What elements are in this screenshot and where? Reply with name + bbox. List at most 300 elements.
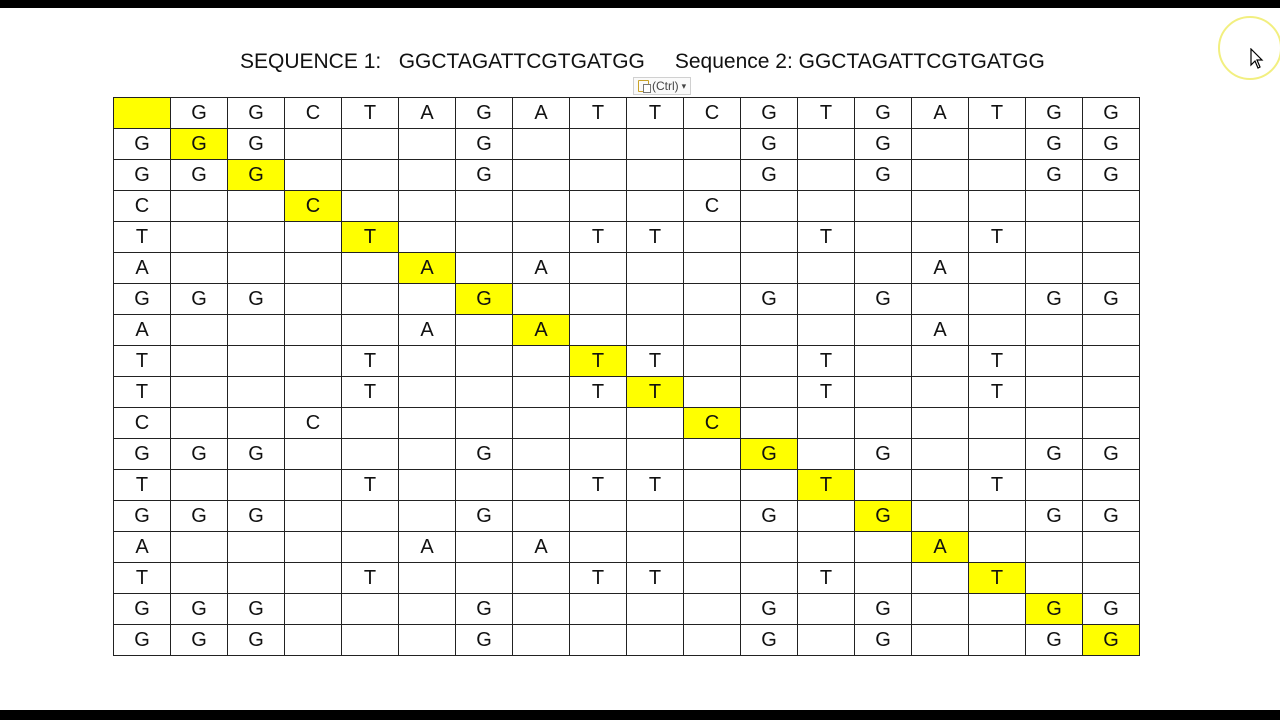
match-cell[interactable]: G xyxy=(1026,594,1083,625)
match-cell[interactable] xyxy=(228,563,285,594)
match-cell[interactable] xyxy=(798,129,855,160)
match-cell[interactable] xyxy=(684,594,741,625)
match-cell[interactable] xyxy=(855,191,912,222)
match-cell[interactable] xyxy=(399,470,456,501)
match-cell[interactable] xyxy=(399,191,456,222)
match-cell[interactable] xyxy=(285,594,342,625)
match-cell[interactable] xyxy=(684,625,741,656)
match-cell[interactable] xyxy=(627,625,684,656)
row-header-cell[interactable]: T xyxy=(114,377,171,408)
match-cell[interactable] xyxy=(1026,470,1083,501)
match-cell[interactable]: T xyxy=(798,377,855,408)
match-cell[interactable]: T xyxy=(969,377,1026,408)
match-cell[interactable] xyxy=(1083,346,1140,377)
match-cell[interactable] xyxy=(456,377,513,408)
match-cell[interactable] xyxy=(1026,532,1083,563)
column-header-cell[interactable]: A xyxy=(399,98,456,129)
match-cell[interactable]: C xyxy=(684,191,741,222)
match-cell[interactable] xyxy=(627,594,684,625)
match-cell[interactable] xyxy=(513,129,570,160)
match-cell[interactable] xyxy=(342,594,399,625)
match-cell[interactable]: G xyxy=(228,594,285,625)
column-header-cell[interactable]: G xyxy=(1026,98,1083,129)
match-cell[interactable] xyxy=(285,129,342,160)
match-cell[interactable]: G xyxy=(1026,439,1083,470)
match-cell[interactable]: A xyxy=(513,315,570,346)
match-cell[interactable] xyxy=(171,563,228,594)
match-cell[interactable] xyxy=(285,160,342,191)
match-cell[interactable] xyxy=(912,439,969,470)
match-cell[interactable] xyxy=(1083,377,1140,408)
match-cell[interactable] xyxy=(456,191,513,222)
match-cell[interactable]: C xyxy=(285,408,342,439)
match-cell[interactable]: G xyxy=(1026,160,1083,191)
match-cell[interactable] xyxy=(798,253,855,284)
match-cell[interactable]: G xyxy=(456,160,513,191)
match-cell[interactable]: T xyxy=(969,346,1026,377)
match-cell[interactable]: C xyxy=(285,191,342,222)
match-cell[interactable] xyxy=(684,501,741,532)
match-cell[interactable] xyxy=(285,222,342,253)
match-cell[interactable]: C xyxy=(684,408,741,439)
match-cell[interactable] xyxy=(228,377,285,408)
match-cell[interactable] xyxy=(855,563,912,594)
match-cell[interactable] xyxy=(342,532,399,563)
match-cell[interactable] xyxy=(1026,408,1083,439)
match-cell[interactable] xyxy=(285,625,342,656)
row-header-cell[interactable]: A xyxy=(114,532,171,563)
match-cell[interactable] xyxy=(570,315,627,346)
row-header-cell[interactable]: T xyxy=(114,346,171,377)
match-cell[interactable] xyxy=(171,253,228,284)
match-cell[interactable]: G xyxy=(741,129,798,160)
match-cell[interactable] xyxy=(285,284,342,315)
match-cell[interactable] xyxy=(1083,253,1140,284)
match-cell[interactable] xyxy=(1083,470,1140,501)
row-header-cell[interactable]: G xyxy=(114,439,171,470)
match-cell[interactable] xyxy=(912,501,969,532)
match-cell[interactable] xyxy=(228,470,285,501)
match-cell[interactable] xyxy=(513,377,570,408)
match-cell[interactable]: T xyxy=(342,563,399,594)
match-cell[interactable] xyxy=(855,346,912,377)
match-cell[interactable]: A xyxy=(912,315,969,346)
match-cell[interactable]: G xyxy=(228,439,285,470)
match-cell[interactable] xyxy=(570,253,627,284)
match-cell[interactable] xyxy=(684,315,741,346)
match-cell[interactable] xyxy=(570,439,627,470)
row-header-cell[interactable]: A xyxy=(114,253,171,284)
match-cell[interactable] xyxy=(342,625,399,656)
match-cell[interactable]: T xyxy=(570,563,627,594)
match-cell[interactable] xyxy=(969,439,1026,470)
match-cell[interactable] xyxy=(969,625,1026,656)
match-cell[interactable]: G xyxy=(171,284,228,315)
match-cell[interactable]: G xyxy=(456,129,513,160)
row-header-cell[interactable]: G xyxy=(114,129,171,160)
column-header-cell[interactable]: C xyxy=(285,98,342,129)
row-header-cell[interactable]: C xyxy=(114,408,171,439)
match-cell[interactable] xyxy=(171,377,228,408)
match-cell[interactable]: G xyxy=(741,501,798,532)
match-cell[interactable]: G xyxy=(1026,625,1083,656)
match-cell[interactable] xyxy=(570,625,627,656)
match-cell[interactable] xyxy=(912,594,969,625)
match-cell[interactable] xyxy=(855,470,912,501)
match-cell[interactable]: T xyxy=(969,563,1026,594)
match-cell[interactable] xyxy=(399,284,456,315)
match-cell[interactable]: G xyxy=(171,129,228,160)
match-cell[interactable] xyxy=(342,253,399,284)
match-cell[interactable] xyxy=(798,284,855,315)
match-cell[interactable]: G xyxy=(1083,594,1140,625)
match-cell[interactable]: T xyxy=(570,377,627,408)
match-cell[interactable] xyxy=(342,129,399,160)
match-cell[interactable]: T xyxy=(570,346,627,377)
match-cell[interactable]: T xyxy=(627,346,684,377)
match-cell[interactable] xyxy=(399,129,456,160)
row-header-cell[interactable]: G xyxy=(114,625,171,656)
match-cell[interactable] xyxy=(513,346,570,377)
match-cell[interactable] xyxy=(171,346,228,377)
match-cell[interactable]: G xyxy=(171,625,228,656)
match-cell[interactable] xyxy=(570,191,627,222)
match-cell[interactable]: G xyxy=(1026,284,1083,315)
match-cell[interactable] xyxy=(627,160,684,191)
match-cell[interactable] xyxy=(399,439,456,470)
match-cell[interactable] xyxy=(741,377,798,408)
match-cell[interactable] xyxy=(912,625,969,656)
match-cell[interactable]: T xyxy=(969,222,1026,253)
match-cell[interactable] xyxy=(798,160,855,191)
match-cell[interactable] xyxy=(741,191,798,222)
column-header-cell[interactable]: T xyxy=(342,98,399,129)
match-cell[interactable] xyxy=(456,315,513,346)
match-cell[interactable] xyxy=(627,191,684,222)
match-cell[interactable] xyxy=(969,129,1026,160)
match-cell[interactable] xyxy=(171,470,228,501)
match-cell[interactable] xyxy=(1026,563,1083,594)
match-cell[interactable] xyxy=(456,346,513,377)
match-cell[interactable] xyxy=(228,315,285,346)
match-cell[interactable] xyxy=(969,160,1026,191)
match-cell[interactable] xyxy=(798,408,855,439)
match-cell[interactable]: G xyxy=(171,439,228,470)
match-cell[interactable] xyxy=(684,222,741,253)
match-cell[interactable] xyxy=(741,315,798,346)
match-cell[interactable] xyxy=(741,563,798,594)
match-cell[interactable] xyxy=(855,253,912,284)
match-cell[interactable] xyxy=(285,439,342,470)
match-cell[interactable] xyxy=(684,160,741,191)
match-cell[interactable] xyxy=(1026,315,1083,346)
match-cell[interactable] xyxy=(684,284,741,315)
match-cell[interactable]: G xyxy=(741,284,798,315)
match-cell[interactable] xyxy=(171,532,228,563)
match-cell[interactable]: G xyxy=(228,625,285,656)
match-cell[interactable]: G xyxy=(228,284,285,315)
match-cell[interactable]: G xyxy=(1083,160,1140,191)
match-cell[interactable] xyxy=(969,594,1026,625)
match-cell[interactable]: T xyxy=(798,563,855,594)
match-cell[interactable] xyxy=(570,160,627,191)
match-cell[interactable]: G xyxy=(741,160,798,191)
match-cell[interactable]: G xyxy=(741,625,798,656)
match-cell[interactable]: T xyxy=(342,346,399,377)
column-header-cell[interactable]: G xyxy=(171,98,228,129)
match-cell[interactable]: A xyxy=(399,253,456,284)
match-cell[interactable] xyxy=(513,470,570,501)
match-cell[interactable] xyxy=(513,439,570,470)
corner-cell[interactable] xyxy=(114,98,171,129)
paste-options-button[interactable] xyxy=(633,77,691,95)
match-cell[interactable] xyxy=(798,594,855,625)
column-header-cell[interactable]: G xyxy=(855,98,912,129)
match-cell[interactable]: G xyxy=(171,501,228,532)
match-cell[interactable] xyxy=(456,532,513,563)
match-cell[interactable] xyxy=(513,594,570,625)
match-cell[interactable] xyxy=(285,532,342,563)
match-cell[interactable] xyxy=(684,377,741,408)
match-cell[interactable] xyxy=(399,501,456,532)
match-cell[interactable] xyxy=(285,377,342,408)
match-cell[interactable] xyxy=(684,253,741,284)
match-cell[interactable]: G xyxy=(456,625,513,656)
match-cell[interactable] xyxy=(342,160,399,191)
match-cell[interactable]: T xyxy=(342,377,399,408)
match-cell[interactable]: G xyxy=(456,439,513,470)
match-cell[interactable]: G xyxy=(855,129,912,160)
match-cell[interactable] xyxy=(399,594,456,625)
match-cell[interactable]: G xyxy=(741,439,798,470)
match-cell[interactable] xyxy=(855,315,912,346)
match-cell[interactable] xyxy=(684,532,741,563)
match-cell[interactable] xyxy=(798,315,855,346)
row-header-cell[interactable]: T xyxy=(114,222,171,253)
match-cell[interactable] xyxy=(513,222,570,253)
column-header-cell[interactable]: T xyxy=(969,98,1026,129)
match-cell[interactable] xyxy=(399,160,456,191)
match-cell[interactable] xyxy=(342,315,399,346)
column-header-cell[interactable]: C xyxy=(684,98,741,129)
match-cell[interactable] xyxy=(912,377,969,408)
match-cell[interactable] xyxy=(1083,532,1140,563)
row-header-cell[interactable]: T xyxy=(114,563,171,594)
match-cell[interactable]: A xyxy=(399,315,456,346)
match-cell[interactable] xyxy=(741,222,798,253)
match-cell[interactable]: T xyxy=(798,222,855,253)
match-cell[interactable] xyxy=(798,501,855,532)
match-cell[interactable] xyxy=(969,315,1026,346)
match-cell[interactable]: T xyxy=(627,377,684,408)
match-cell[interactable] xyxy=(570,501,627,532)
match-cell[interactable] xyxy=(1083,191,1140,222)
match-cell[interactable]: G xyxy=(171,160,228,191)
match-cell[interactable] xyxy=(456,470,513,501)
match-cell[interactable] xyxy=(912,470,969,501)
match-cell[interactable] xyxy=(456,408,513,439)
column-header-cell[interactable]: G xyxy=(1083,98,1140,129)
match-cell[interactable] xyxy=(228,408,285,439)
match-cell[interactable] xyxy=(912,284,969,315)
match-cell[interactable]: G xyxy=(1026,129,1083,160)
match-cell[interactable] xyxy=(171,408,228,439)
row-header-cell[interactable]: A xyxy=(114,315,171,346)
match-cell[interactable] xyxy=(570,408,627,439)
match-cell[interactable] xyxy=(969,408,1026,439)
match-cell[interactable]: G xyxy=(855,284,912,315)
match-cell[interactable]: G xyxy=(855,501,912,532)
match-cell[interactable] xyxy=(228,346,285,377)
column-header-cell[interactable]: A xyxy=(513,98,570,129)
match-cell[interactable]: A xyxy=(513,532,570,563)
match-cell[interactable] xyxy=(684,470,741,501)
match-cell[interactable] xyxy=(1083,408,1140,439)
match-cell[interactable]: T xyxy=(570,470,627,501)
match-cell[interactable] xyxy=(285,563,342,594)
match-cell[interactable] xyxy=(171,191,228,222)
match-cell[interactable] xyxy=(513,563,570,594)
match-cell[interactable]: A xyxy=(513,253,570,284)
match-cell[interactable] xyxy=(228,532,285,563)
match-cell[interactable] xyxy=(285,501,342,532)
match-cell[interactable]: T xyxy=(570,222,627,253)
match-cell[interactable] xyxy=(342,439,399,470)
match-cell[interactable] xyxy=(399,222,456,253)
match-cell[interactable] xyxy=(969,532,1026,563)
row-header-cell[interactable]: G xyxy=(114,594,171,625)
match-cell[interactable]: G xyxy=(1083,439,1140,470)
match-cell[interactable]: A xyxy=(399,532,456,563)
match-cell[interactable] xyxy=(570,532,627,563)
row-header-cell[interactable]: C xyxy=(114,191,171,222)
match-cell[interactable]: G xyxy=(456,594,513,625)
match-cell[interactable] xyxy=(684,346,741,377)
match-cell[interactable]: G xyxy=(741,594,798,625)
match-cell[interactable]: T xyxy=(798,470,855,501)
match-cell[interactable]: G xyxy=(456,501,513,532)
match-cell[interactable] xyxy=(798,532,855,563)
match-cell[interactable]: T xyxy=(627,563,684,594)
match-cell[interactable] xyxy=(456,253,513,284)
match-cell[interactable]: T xyxy=(798,346,855,377)
match-cell[interactable] xyxy=(627,439,684,470)
match-cell[interactable] xyxy=(228,191,285,222)
match-cell[interactable] xyxy=(627,532,684,563)
match-cell[interactable] xyxy=(399,346,456,377)
match-cell[interactable]: T xyxy=(627,470,684,501)
match-cell[interactable]: T xyxy=(342,470,399,501)
match-cell[interactable] xyxy=(855,377,912,408)
row-header-cell[interactable]: G xyxy=(114,284,171,315)
match-cell[interactable] xyxy=(912,222,969,253)
match-cell[interactable] xyxy=(570,594,627,625)
match-cell[interactable] xyxy=(741,346,798,377)
row-header-cell[interactable]: T xyxy=(114,470,171,501)
match-cell[interactable] xyxy=(969,284,1026,315)
match-cell[interactable] xyxy=(855,532,912,563)
match-cell[interactable] xyxy=(627,408,684,439)
match-cell[interactable] xyxy=(513,625,570,656)
match-cell[interactable] xyxy=(627,129,684,160)
match-cell[interactable] xyxy=(342,284,399,315)
match-cell[interactable] xyxy=(342,408,399,439)
match-cell[interactable] xyxy=(912,408,969,439)
match-cell[interactable] xyxy=(912,346,969,377)
match-cell[interactable] xyxy=(570,129,627,160)
match-cell[interactable] xyxy=(285,315,342,346)
match-cell[interactable] xyxy=(513,501,570,532)
match-cell[interactable] xyxy=(513,408,570,439)
match-cell[interactable] xyxy=(228,222,285,253)
column-header-cell[interactable]: G xyxy=(741,98,798,129)
match-cell[interactable] xyxy=(912,191,969,222)
match-cell[interactable] xyxy=(1083,563,1140,594)
column-header-cell[interactable]: T xyxy=(798,98,855,129)
match-cell[interactable] xyxy=(855,408,912,439)
match-cell[interactable]: T xyxy=(627,222,684,253)
match-cell[interactable]: G xyxy=(1083,501,1140,532)
match-cell[interactable] xyxy=(1026,222,1083,253)
match-cell[interactable] xyxy=(741,470,798,501)
match-cell[interactable] xyxy=(798,625,855,656)
match-cell[interactable] xyxy=(399,625,456,656)
column-header-cell[interactable]: G xyxy=(228,98,285,129)
match-cell[interactable] xyxy=(285,346,342,377)
match-cell[interactable]: G xyxy=(456,284,513,315)
match-cell[interactable] xyxy=(1026,191,1083,222)
match-cell[interactable]: G xyxy=(171,594,228,625)
match-cell[interactable] xyxy=(513,160,570,191)
match-cell[interactable]: T xyxy=(969,470,1026,501)
match-cell[interactable] xyxy=(513,284,570,315)
match-cell[interactable] xyxy=(969,253,1026,284)
match-cell[interactable] xyxy=(171,222,228,253)
match-cell[interactable] xyxy=(456,563,513,594)
match-cell[interactable] xyxy=(399,408,456,439)
match-cell[interactable] xyxy=(342,191,399,222)
column-header-cell[interactable]: A xyxy=(912,98,969,129)
match-cell[interactable]: T xyxy=(342,222,399,253)
match-cell[interactable] xyxy=(912,563,969,594)
match-cell[interactable]: G xyxy=(228,501,285,532)
match-cell[interactable]: G xyxy=(1026,501,1083,532)
match-cell[interactable]: G xyxy=(855,625,912,656)
match-cell[interactable] xyxy=(399,377,456,408)
column-header-cell[interactable]: T xyxy=(570,98,627,129)
match-cell[interactable] xyxy=(627,501,684,532)
match-cell[interactable]: G xyxy=(1083,625,1140,656)
match-cell[interactable] xyxy=(342,501,399,532)
match-cell[interactable] xyxy=(1026,346,1083,377)
match-cell[interactable] xyxy=(627,253,684,284)
match-cell[interactable]: G xyxy=(1083,129,1140,160)
match-cell[interactable]: G xyxy=(855,594,912,625)
match-cell[interactable] xyxy=(855,222,912,253)
row-header-cell[interactable]: G xyxy=(114,501,171,532)
match-cell[interactable] xyxy=(912,160,969,191)
match-cell[interactable] xyxy=(513,191,570,222)
match-cell[interactable] xyxy=(171,315,228,346)
match-cell[interactable]: G xyxy=(855,160,912,191)
match-cell[interactable] xyxy=(741,408,798,439)
column-header-cell[interactable]: G xyxy=(456,98,513,129)
match-cell[interactable] xyxy=(684,439,741,470)
match-cell[interactable]: G xyxy=(228,129,285,160)
match-cell[interactable] xyxy=(741,532,798,563)
match-cell[interactable] xyxy=(912,129,969,160)
row-header-cell[interactable]: G xyxy=(114,160,171,191)
